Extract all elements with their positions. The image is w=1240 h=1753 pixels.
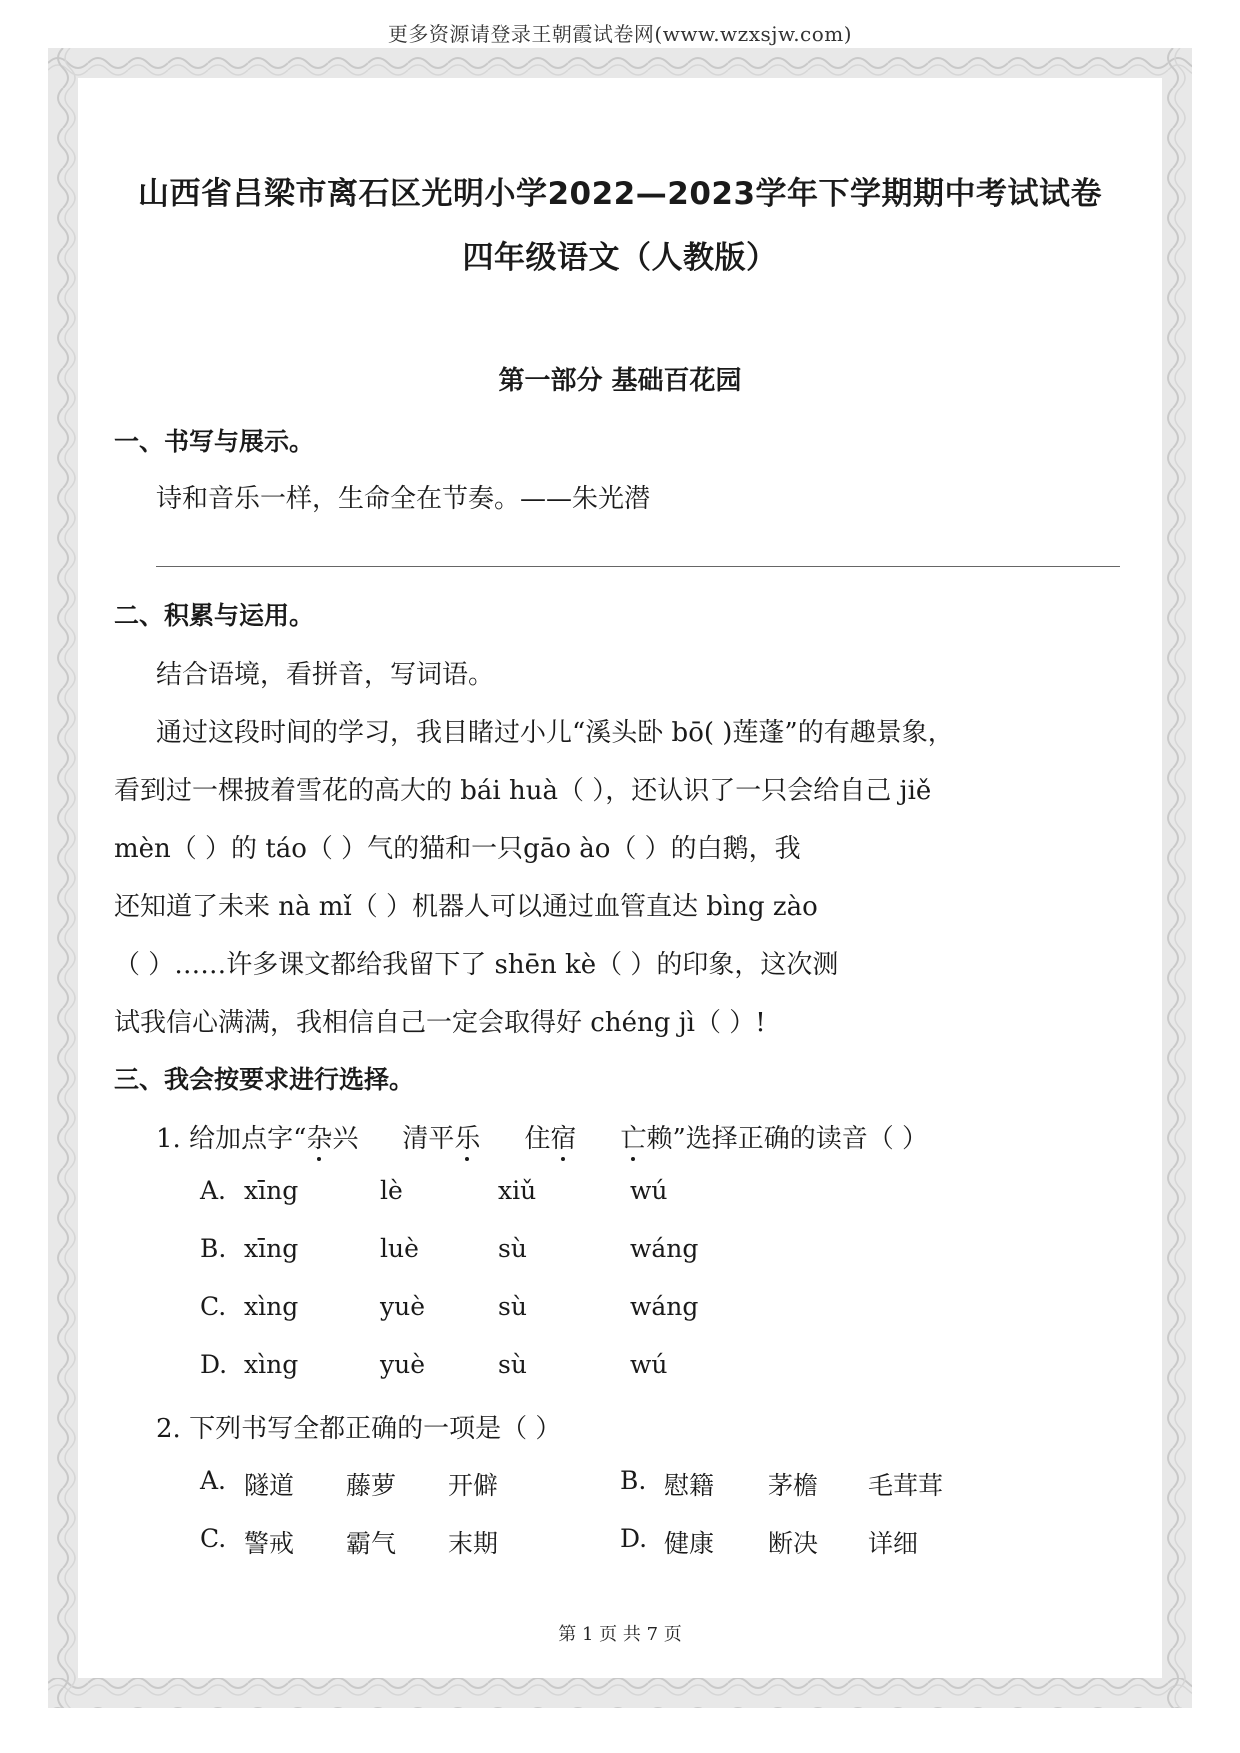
option-word: 开僻 <box>448 1471 499 1500</box>
option-word: 健康 <box>664 1529 715 1558</box>
option-pinyin: wáng <box>630 1292 699 1321</box>
dotted-char: 亡 <box>620 1118 646 1155</box>
q1-suffix: ”选择正确的读音（ ） <box>672 1124 929 1154</box>
option-pinyin: xīng <box>244 1234 299 1263</box>
option-label: C. <box>200 1292 227 1321</box>
option-word: 警戒 <box>244 1529 295 1558</box>
option-label: B. <box>200 1234 227 1263</box>
paragraph-line: 通过这段时间的学习，我目睹过小儿“溪头卧 bō( )莲蓬”的有趣景象， <box>156 718 954 748</box>
option-pinyin: sù <box>498 1234 527 1263</box>
dotted-char: 宿 <box>550 1118 576 1155</box>
paragraph-line: （ ）……许多课文都给我留下了 shēn kè（ ）的印象，这次测 <box>114 950 839 980</box>
option-word: 茅檐 <box>768 1471 819 1500</box>
exam-subtitle: 四年级语文（人教版） <box>462 240 778 276</box>
option-pinyin: xiǔ <box>498 1176 537 1205</box>
writing-line <box>156 566 1120 567</box>
option-pinyin: xīng <box>244 1176 299 1205</box>
section-one-heading: 一、书写与展示。 <box>114 427 315 456</box>
option-pinyin: sù <box>498 1292 527 1321</box>
section-two-heading: 二、积累与运用。 <box>114 601 315 630</box>
option-word: 末期 <box>448 1529 499 1558</box>
option-pinyin: wáng <box>630 1234 699 1263</box>
section-three-heading: 三、我会按要求进行选择。 <box>114 1065 415 1094</box>
option-label: D. <box>200 1350 228 1379</box>
q1-prefix: 1. 给加点字“ <box>156 1124 307 1154</box>
option-word: 毛茸茸 <box>868 1471 944 1500</box>
option-word: 断决 <box>768 1529 819 1558</box>
option-pinyin: lè <box>380 1176 403 1205</box>
question-2-stem: 2. 下列书写全都正确的一项是（ ） <box>156 1414 562 1444</box>
paragraph-line: 试我信心满满，我相信自己一定会取得好 chéng jì（ ）! <box>114 1008 766 1038</box>
option-word: 霸气 <box>346 1529 397 1558</box>
page-footer: 第 1 页 共 7 页 <box>558 1624 682 1645</box>
q1-word-rest: 赖 <box>646 1124 673 1154</box>
site-banner: 更多资源请登录王朝霞试卷网(www.wzxsjw.com) <box>387 22 853 46</box>
option-word: 藤萝 <box>346 1471 397 1500</box>
option-word: 慰籍 <box>664 1471 715 1500</box>
paragraph-line: 还知道了未来 nà mǐ（ ）机器人可以通过血管直达 bìng zào <box>114 892 818 922</box>
option-pinyin: luè <box>380 1234 419 1263</box>
exam-title: 山西省吕梁市离石区光明小学2022—2023学年下学期期中考试试卷 <box>137 176 1103 212</box>
dotted-char: 乐 <box>454 1118 480 1155</box>
option-label: D. <box>620 1524 648 1553</box>
option-label: C. <box>200 1524 227 1553</box>
paragraph-line: 看到过一棵披着雪花的高大的 bái huà（ ），还认识了一只会给自己 jiě <box>114 776 932 806</box>
option-pinyin: yuè <box>380 1350 426 1379</box>
section-one-quote: 诗和音乐一样，生命全在节奏。——朱光潜 <box>156 484 651 514</box>
option-pinyin: wú <box>630 1176 668 1205</box>
part-one-title: 第一部分 基础百花园 <box>498 366 742 396</box>
option-word: 隧道 <box>244 1471 295 1500</box>
option-label: A. <box>200 1176 227 1205</box>
paragraph-line: mèn（ ）的 táo（ ）气的猫和一只gāo ào（ ）的白鹅，我 <box>114 834 801 864</box>
option-label: B. <box>620 1466 647 1495</box>
option-pinyin: xìng <box>244 1350 299 1379</box>
option-pinyin: sù <box>498 1350 527 1379</box>
question-1-stem <box>156 1118 928 1155</box>
dotted-char: 杂 <box>306 1118 332 1155</box>
q1-word-start: 清平 <box>402 1124 455 1154</box>
q1-word-rest: 兴 <box>332 1124 359 1154</box>
q1-word-start: 住 <box>524 1124 551 1154</box>
option-pinyin: yuè <box>380 1292 426 1321</box>
option-label: A. <box>200 1466 227 1495</box>
option-pinyin: wú <box>630 1350 668 1379</box>
option-word: 详细 <box>868 1529 919 1558</box>
option-pinyin: xìng <box>244 1292 299 1321</box>
section-two-instruction: 结合语境，看拼音，写词语。 <box>156 660 495 690</box>
